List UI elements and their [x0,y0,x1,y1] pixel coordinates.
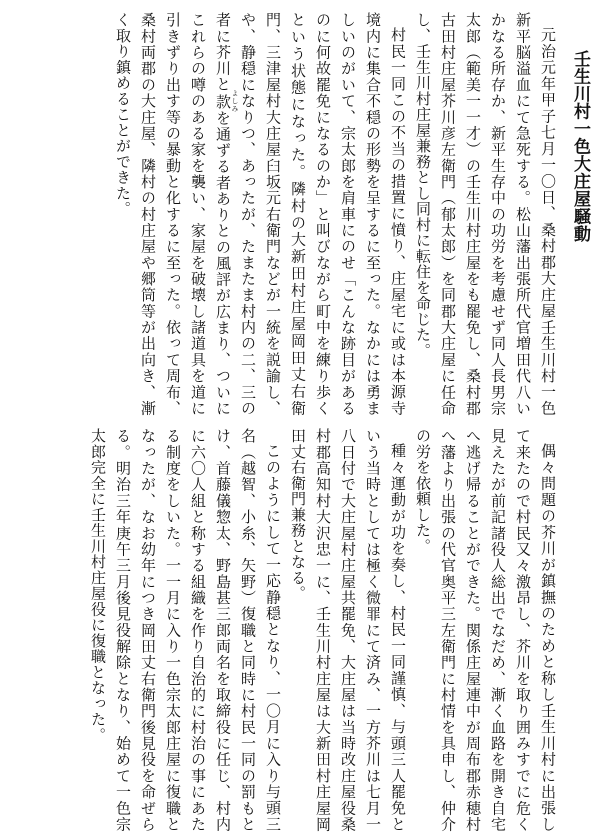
paragraph-part: を通ずる者ありとの風評が広まり、ついにこれらの噂のある家を襲い、家屋を破壊し諸道具を道に引きずり出す等の暴動と化するに至った。依って周布、桑村両郡の大庄屋、隣村の村庄屋や郷筒等が出向き、漸く取り鎮めることができた。 [114,12,232,417]
paragraph: 種々運動が功を奏し、村民一同謹慎、与頭三人罷免という当時としては極く微罪にて済み、一方芥川は七月一八日付で大庄屋村庄屋共罷免、大庄屋は当時改庄屋役桑村郡高知村大沢忠一に、壬生川村庄屋は大新田村庄屋岡田丈右衛門兼務となる。 [289,428,407,832]
paragraph: このようにして一応静穏となり、一〇月に入り与頭三名（越智、小糸、矢野）復職と同時に村民一同の罰もとけ、首藤儀惣太、野島甚三郎両名を取締役に任じ、村内に六〇人組と称する組織を作り自治的に村治の事にあたる制度をしいた。一一月に入り一色宗太郎庄屋に復職となったが、なお幼年につき岡田丈右衛門後見役を命ぜらる。明治三年庚午三月後見役解除となり、始めて一色宗太郎完全に壬生川村庄屋役に復職となった。 [89,428,282,832]
text-block-top [30,12,560,416]
paragraph [110,12,410,416]
ruby-reading: よしみ [231,89,239,113]
text-block-bottom [30,428,560,832]
paragraph: 元治元年甲子七月一〇日、桑村郡大庄屋壬生川村一色新平脳溢血にて急死する。松山藩出張所代官増田代八いかなる所存か、新平生存中の功労を考慮せず同人長男宗太郎（範美一一才）の壬生川村庄屋をも罷免し、桑村郡古田村庄屋芥川彦左衛門（郁太郎）を同郡大庄屋に任命し、壬生川村庄屋兼務とし同村に転住を命じた。 [414,12,557,416]
ruby-annotated-word [214,89,239,113]
paragraph: 偶々問題の芥川が鎮撫のためと称し壬生川村に出張して来たので村民又々激昂し、芥川を取り囲みすでに危く見えたが前記諸役人総出でなだめ、漸く血路を開き自宅へ逃げ帰ることができた。関係庄屋連中が周布郡赤穂村へ藩より出張の代官奥平三左衛門に村情を具申し、仲介の労を依頼した。 [414,428,557,832]
paragraph-part: 村民一同この不当の措置に憤り、庄屋宅に或は本源寺境内に集合不穏の形勢を呈するに至った。なかには勇ましいのがいて、宗太郎を肩車にのせ「こんな跡目があるのに何故罷免になるのか」と叫びながら町中を練り歩くという状態になった。隣村の大新田村庄屋岡田丈右衛門、三津屋村大庄屋臼坂元右衛門などが一統を説諭し、や、静穏になりつ、あったが、たまたま村内の二、三の者に芥川と [214,12,407,416]
ruby-base: 款 [214,89,232,113]
page-title: 壬生川村一色大庄屋騒動 [570,50,590,243]
